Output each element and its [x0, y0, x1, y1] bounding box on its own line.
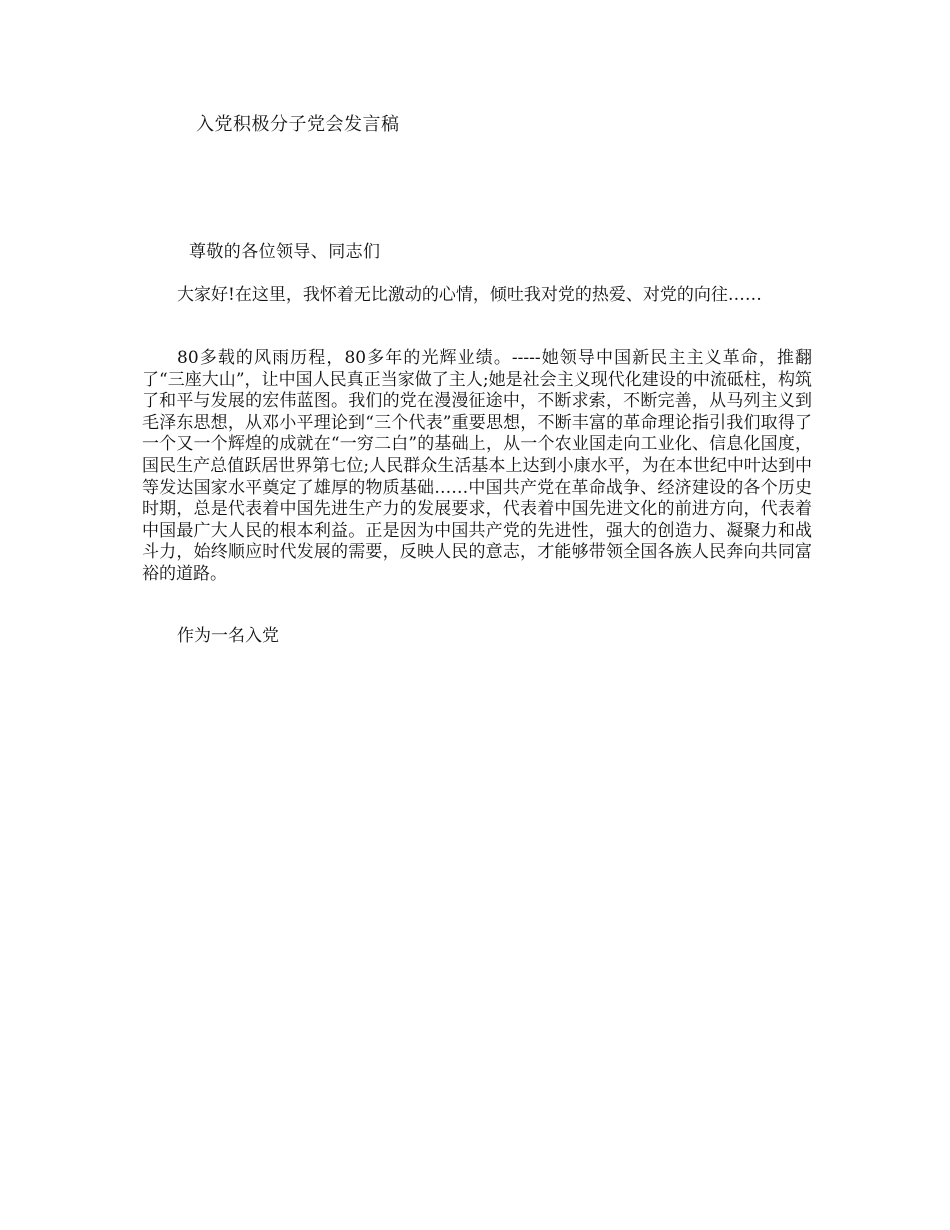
paragraph-opening: 大家好!在这里，我怀着无比激动的心情，倾吐我对党的热爱、对党的向往……: [177, 285, 762, 305]
document-title: 入党积极分子党会发言稿: [196, 114, 400, 135]
greeting-line: 尊敬的各位领导、同志们: [189, 242, 381, 262]
paragraph-history: 80多载的风雨历程，80多年的光辉业绩。-----她领导中国新民主主义革命，推翻了“三座大山”，让中国人民真正当家做了主人;她是社会主义现代化建设的中流砥柱，构筑了和平与发展的宏伟蓝图。我们的党在漫漫征途中，不断求索，不断完善，从马列主义到毛泽东思想，从邓小平理论到“三个代表”重要思想，不断丰富的革命理论指引我们取得了一个又一个辉煌的成就在“一穷二白”的基础上，从一个农业国走向工业化、信息化国度，国民生产总值跃居世界第七位;人民群众生活基本上达到小康水平，为在本世纪中叶达到中等发达国家水平奠定了雄厚的物质基础……中国共产党在革命战争、经济建设的各个历史时期，总是代表着中国先进生产力的发展要求，代表着中国先进文化的前进方向，代表着中国最广大人民的根本利益。正是因为中国共产党的先进性，强大的创造力、凝聚力和战斗力，始终顺应时代发展的需要，反映人民的意志，才能够带领全国各族人民奔向共同富裕的道路。: [142, 348, 812, 584]
paragraph-closing: 作为一名入党: [177, 626, 279, 646]
